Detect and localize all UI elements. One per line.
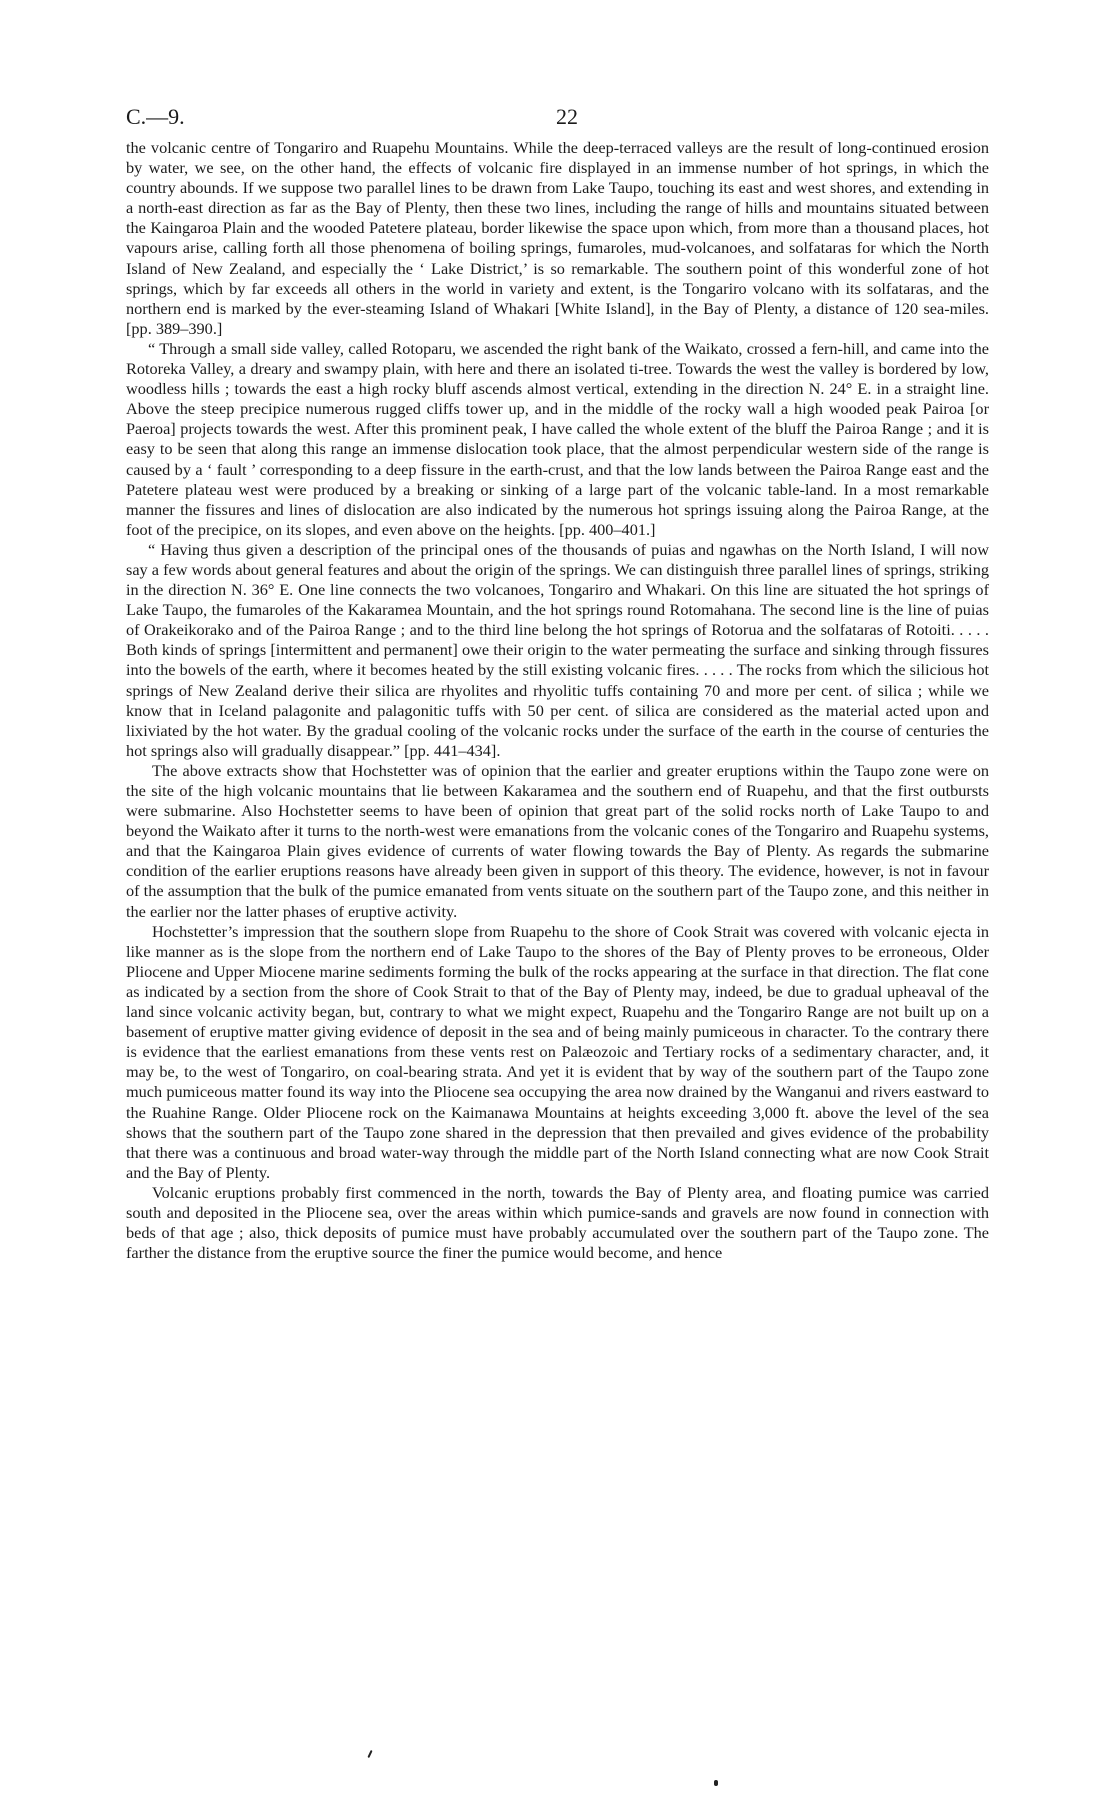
paragraph: “ Having thus given a description of the principal ones of the thousands of puias and ngawhas on the North Island, I will now say a few words about general features and about the origin of the springs. We can distinguish three parallel lines of springs, striking in the direction N. 36° E. One line connects the two volcanoes, Tongariro and Whakari. On this line are situated the hot springs of Lake Taupo, the fumaroles of the Kakaramea Mountain, and the hot springs round Rotomahana. The second line is the line of puias of Orakeikorako and of the Pairoa Range ; and to the third line belong the hot springs of Rotorua and the solfataras of Rotoiti. . . . . Both kinds of springs [intermittent and permanent] owe their origin to the water permeating the surface and sinking through fissures into the bowels of the earth, where it becomes heated by the still existing volcanic fires. . . . . The rocks from which the silicious hot springs of New Zealand derive their silica are rhyolites and rhyolitic tuffs containing 70 and more per cent. of silica ; while we know that in Iceland palagonite and palagonitic tuffs with 50 per cent. of silica are considered as the material acted upon and lixiviated by the hot water. By the gradual cooling of the volcanic rocks under the surface of the earth in the course of centuries the hot springs also will gradually disappear.” [pp. 441–434]. [126, 539, 989, 760]
document-reference: C.—9. [126, 104, 185, 129]
page-header [126, 104, 988, 130]
paragraph: Volcanic eruptions probably first commenced in the north, towards the Bay of Plenty area, and floating pumice was carried south and deposited in the Pliocene sea, over the areas within which pumice-sands and gravels are now found in connection with beds of that age ; also, thick deposits of pumice must have probably accumulated over the southern part of the Taupo zone. The farther the distance from the eruptive source the finer the pumice would become, and hence [126, 1182, 989, 1263]
paragraph: The above extracts show that Hochstetter was of opinion that the earlier and greater eruptions within the Taupo zone were on the site of the high volcanic mountains that lie between Kakaramea and the southern end of Ruapehu, and that the first outbursts were submarine. Also Hochstetter seems to have been of opinion that great part of the solid rocks north of Lake Taupo to and beyond the Waikato after it turns to the north-west were emanations from the volcanic cones of the Tongariro and Ruapehu systems, and that the Kaingaroa Plain gives evidence of currents of water flowing towards the Bay of Plenty. As regards the submarine condition of the earlier eruptions reasons have already been given in support of this theory. The evidence, however, is not in favour of the assumption that the bulk of the pumice emanated from vents situate on the southern part of the Taupo zone, and this neither in the earlier nor the latter phases of eruptive activity. [126, 760, 989, 921]
paragraph: the volcanic centre of Tongariro and Ruapehu Mountains. While the deep-terraced valleys are the result of long-continued erosion by water, we see, on the other hand, the effects of volcanic fire displayed in an immense number of hot springs, in which the country abounds. If we suppose two parallel lines to be drawn from Lake Taupo, touching its east and west shores, and extending in a north-east direction as far as the Bay of Plenty, then these two lines, including the range of hills and mountains situated between the Kaingaroa Plain and the wooded Patetere plateau, border likewise the space upon which, from more than a thousand places, hot vapours arise, calling forth all those phenomena of boiling springs, fumaroles, mud-volcanoes, and solfataras for which the North Island of New Zealand, and especially the ‘ Lake District,’ is so remarkable. The southern point of this wonderful zone of hot springs, which by far exceeds all others in the world in variety and extent, is the Tongariro volcano with its solfataras, and the northern end is marked by the ever-steaming Island of Whakari [White Island], in the Bay of Plenty, a distance of 120 sea-miles. [pp. 389–390.] [126, 138, 989, 338]
paragraph: Hochstetter’s impression that the southern slope from Ruapehu to the shore of Cook Strait was covered with volcanic ejecta in like manner as is the slope from the northern end of Lake Taupo to the shores of the Bay of Plenty proves to be erroneous, Older Pliocene and Upper Miocene marine sediments forming the bulk of the rocks appearing at the surface in that direction. The flat cone as indicated by a section from the shore of Cook Strait to that of the Bay of Plenty may, indeed, be due to gradual upheaval of the land since volcanic activity began, but, contrary to what we might expect, Ruapehu and the Tongariro Range are not built up on a basement of eruptive matter giving evidence of deposit in the sea and of being mainly pumiceous in character. To the contrary there is evidence that the earliest emanations from these vents rest on Palæozoic and Tertiary rocks of a sedimentary character, and, it may be, to the west of Tongariro, on coal-bearing strata. And yet it is evident that by way of the southern part of the Taupo zone much pumiceous matter found its way into the Pliocene sea occupying the area now drained by the Wanganui and rivers eastward to the Ruahine Range. Older Pliocene rock on the Kaimanawa Mountains at heights exceeding 3,000 ft. above the level of the sea shows that the southern part of the Taupo zone shared in the depression that then prevailed and gives evidence of the probability that there was a continuous and broad water-way through the middle part of the North Island connecting what are now Cook Strait and the Bay of Plenty. [126, 921, 989, 1182]
body-text [126, 138, 989, 1263]
ink-speck [367, 1750, 372, 1758]
paragraph: “ Through a small side valley, called Rotoparu, we ascended the right bank of the Waikato, crossed a fern-hill, and came into the Rotoreka Valley, a dreary and swampy plain, with here and there an isolated ti-tree. Towards the west the valley is bordered by low, woodless hills ; towards the east a high rocky bluff ascends almost vertical, extending in the direction N. 24° E. in a straight line. Above the steep precipice numerous rugged cliffs tower up, and in the middle of the rocky wall a high wooded peak Pairoa [or Paeroa] projects towards the west. After this prominent peak, I have called the whole extent of the bluff the Pairoa Range ; and it is easy to be seen that along this range an immense dislocation took place, that the almost perpendicular western side of the range is caused by a ‘ fault ’ corresponding to a deep fissure in the earth-crust, and that the low lands between the Pairoa Range east and the Patetere plateau west were produced by a breaking or sinking of a large part of the volcanic table-land. In a most remarkable manner the fissures and lines of dislocation are also indicated by the numerous hot springs issuing along the Pairoa Range, at the foot of the precipice, on its slopes, and even above on the heights. [pp. 400–401.] [126, 338, 989, 539]
ink-speck [714, 1780, 718, 1786]
page-number: 22 [556, 104, 578, 129]
